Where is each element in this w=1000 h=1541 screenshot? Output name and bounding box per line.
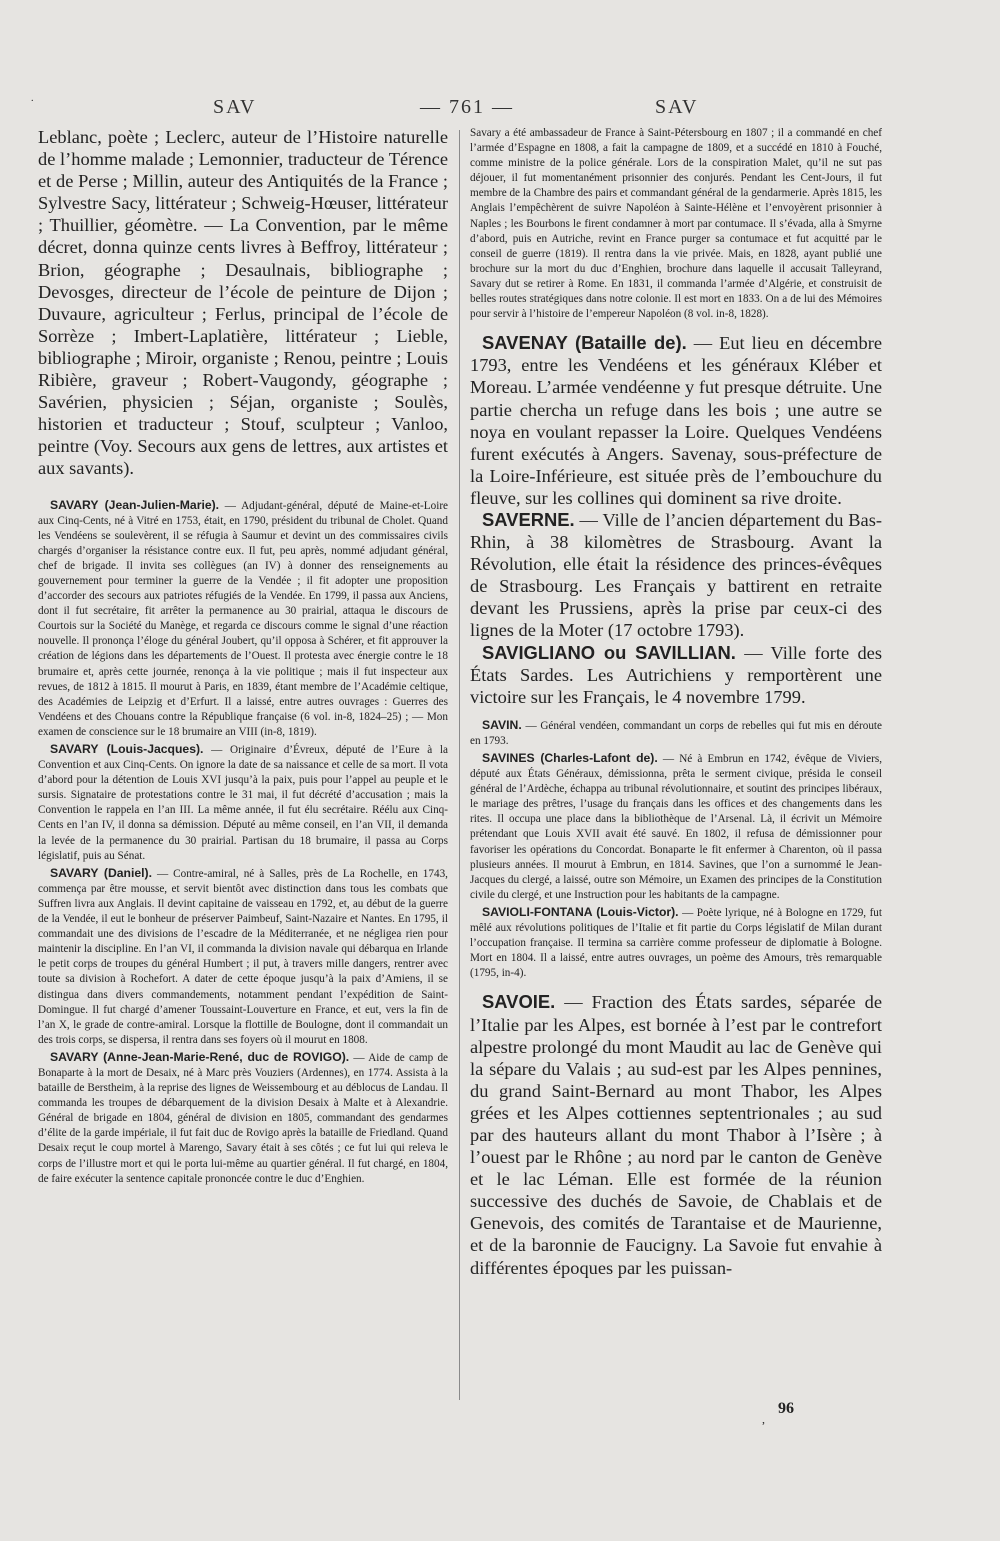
entry-head: SAVERNE. xyxy=(482,508,575,530)
intro-paragraph: Leblanc, poète ; Leclerc, auteur de l’Histoire naturelle de l’homme malade ; Lemonnier, traducteur de Térence et de Perse ; Millin, auteur des Antiquités de la France ; Sylvestre Sacy, littérateur ; Schweig-Hœuser, littérateur ; Thuillier, géomètre. — La Convention, par le même décret, donna quinze cents livres à Beffroy, littérateur ; Brion, géographe ; Desaulnais, bibliographe ; Devosges, directeur de l’école de peinture de Dijon ; Duvaure, agriculteur ; Ferlus, principal de l’école de Sorrèze ; Imbert-Laplatière, littérateur ; Lieble, bibliographe ; Miroir, organiste ; Renou, peintre ; Louis Ribière, graveur ; Robert-Vaugondy, géographe ; Savérien, physicien ; Séjan, organiste ; Soulès, historien et traducteur ; Stouf, sculpteur ; Vanloo, peintre (Voy. Secours aux gens de lettres, aux artistes et aux savants). xyxy=(38,127,448,479)
entry-head: SAVARY (Jean-Julien-Marie). xyxy=(50,497,220,512)
entry-head: SAVENAY (Bataille de). xyxy=(482,332,687,354)
entry-head: SAVIGLIANO ou SAVILLIAN. xyxy=(482,641,736,663)
entry-saverne xyxy=(470,509,882,642)
header-right: SAV xyxy=(655,96,699,118)
entry-savary-daniel xyxy=(38,866,448,1048)
entry-head: SAVOIE. xyxy=(482,991,556,1013)
entry-text: — Aide de camp de Bonaparte à la mort de Desaix, né à Marc près Vouziers (Ardennes), en 1774. Assista à la bataille de Berstheim, à la reprise des lignes de Weissembourg et au déblocus de Landau. Il commanda les troupes de débarquement de la division Desaix à Malte et à Alexandrie. Général de brigade en 1804, général de division en 1805, commandant des gendarmes d’élite de la garde impériale, il fut fait duc de Rovigo après la bataille de Friedland. Quand Desaix reçut le coup mortel à Marengo, Savary était à ses côtés ; ce fut lui qui releva le corps de l’illustre mort et qui le porta lui-même au quartier général. Il fut chargé, en 1804, de faire exécuter la sentence capitale prononcée contre le duc d’Enghien. xyxy=(38,1051,449,1185)
entry-text: — Contre-amiral, né à Salles, près de La Rochelle, en 1743, commença par être mousse, et servit bientôt avec distinction dans tous les combats que Suffren livra aux Anglais. Il devint capitaine de vaisseau en 1792, et, au début de la guerre de la Vendée, il eut le bonheur de préserver Paimbeuf, Saint-Nazaire et Nantes. En 1795, il commandait une des divisions de l’escadre de la Méditerranée, et ne négligea rien pour maintenir la discipline. En l’an VI, il commanda la division navale qui débarqua en Irlande le petit corps de troupes du général Humbert ; il put, à travers mille dangers, rentrer avec toute sa division à Rochefort. A dater de cette époque jusqu’à la paix d’Amiens, il se distingua dans divers commandements, notamment pendant l’expédition de Saint-Domingue. Il fut chargé d’amener Toussaint-Louverture en France, et eut, vers la fin de l’an X, le grade de contre-amiral. Lorsque la flottille de Boulogne, dont il commandait un des trois corps, se dispersa, il rentra dans ses foyers où il mourut en 1808. xyxy=(38,867,448,1046)
entry-text: — Eut lieu en décembre 1793, entre les Vendéens et les généraux Kléber et Moreau. L’armée vendéenne y fut presque détruite. Une partie chercha un refuge dans les bois ; une autre se noya en voulant repasser la Loire. Quelques Vendéens furent exécutés à Angers. Savenay, sous-préfecture de la Loire-Inférieure, est située près de l’embouchure du fleuve, sur les collines qui dominent sa rive droite. xyxy=(470,333,882,508)
entry-savines xyxy=(470,751,882,903)
entry-savioli-fontana xyxy=(470,905,882,981)
entry-head: SAVIN. xyxy=(482,717,522,732)
left-column xyxy=(38,126,448,1189)
entry-text: — Adjudant-général, député de Maine-et-Loire aux Cinq-Cents, né à Vitré en 1753, était, en 1790, président du tribunal de Cholet. Quand les Vendéens se soulevèrent, il se réfugia à Saumur et devint un des commissaires civils chargés d’organiser la résistance contre eux. Il fut, peu après, nommé adjudant général, chef de brigade. Il invita ses collègues (an IV) à donner des renseignements au gouvernement pour terminer la guerre de la Vendée ; il fit adopter une proposition d’accorder des secours aux patriotes réfugiés de la Vendée. En 1799, il passa aux Anciens, dont il fut secrétaire, fit arrêter la permanence au 30 prairial, attaqua le discours de Courtois sur la Société du Manège, et regarda ce discours comme le signal d’une réaction nouvelle. Il prononça l’éloge du général Joubert, qu’il opposa à Schérer, et fit approuver la création de légions dans les départements de l’Ouest. Il protesta avec énergie contre le 18 brumaire et, après cette journée, renonça à la vie politique ; mais il fut inspecteur aux revues, de 1812 à 1815. Il mourut à Paris, en 1839, étant membre de l’Académie celtique, des Académies de Leipzig et d’Erfurt. Il a laissé, entre autres ouvrages : Guerres des Vendéens et des Chouans contre la République française (6 vol. in-8, 1824–25) ; — Mon examen de conscience sur le 18 brumaire an VIII (in-8, 1819). xyxy=(38,499,449,738)
entry-savoie xyxy=(470,991,882,1278)
running-header xyxy=(0,96,1000,126)
entry-text: — Né à Embrun en 1742, évêque de Viviers, député aux États Généraux, démissionna, prêta le serment civique, présida le conseil général de l’Ardèche, échappa au tribunal révolutionnaire, et soutint des principes libéraux, le mariage des prêtres, l’usage du français dans les offices et des changements dans les rites. Il occupa une place dans la bibliothèque de l’Arsenal. Là, il écrivit un Mémoire prétendant que Louis XVII avait été sauvé. En 1802, il refusa de démissionner pour favoriser les opérations du Concordat. Bonaparte le fit enfermer à Charenton, où il passa plusieurs années. Il mourut à Embrun, en 1814. Savines, que l’on a surnommé le Jean-Jacques du clergé, a laissé, outre son Mémoire, un Examen des principes de la Constitution civile du clergé, et une Instruction pour les habitants de la campagne. xyxy=(470,753,882,901)
entry-savin xyxy=(470,718,882,749)
entry-text: — Originaire d’Évreux, député de l’Eure à la Convention et aux Cinq-Cents. On ignore la date de sa naissance et celle de sa mort. Il vota d’abord pour la détention de Louis XVI jusqu’à la paix, puis pour l’appel au peuple et le sursis. Signataire de protestations contre le 31 mai, il fut décrété d’accusation ; mais la Convention le rappela en l’an III. La même année, il fut élu secrétaire. Réélu aux Cinq-Cents en l’an IV, il donna sa démission. Député au même conseil, en l’an VII, il demanda la levée de la permanence du 30 prairial. Partisan du 18 brumaire, il passa au Corps législatif, puis au Sénat. xyxy=(38,744,448,862)
header-left: SAV xyxy=(213,96,257,118)
entry-savenay xyxy=(470,332,882,509)
right-column xyxy=(470,126,882,1289)
page-number: — 761 — xyxy=(420,96,514,118)
continuation-paragraph: Savary a été ambassadeur de France à Saint-Pétersbourg en 1807 ; il a commandé en chef l’armée d’Espagne en 1808, a fait la campagne de 1809, et a succédé en 1810 à Fouché, comme ministre de la police générale. Lors de la conspiration Malet, qu’il ne sut pas déjouer, il fut momentanément prisonnier des conjurés. Pendant les Cent-Jours, il fut membre de la Chambre des pairs et commandant général de la gendarmerie. Après 1815, les Anglais l’empêchèrent de suivre Napoléon à Sainte-Hélène et l’envoyèrent prisonnier à Naples ; les Bourbons le firent condamner à mort par contumace. Il s’évada, alla à Smyrne d’abord, puis en Autriche, revint en France purger sa contumace et fut acquitté par le conseil de guerre (1819). Il rentra dans la vie privée. Mais, en 1828, ayant publié une brochure sur la mort du duc d’Enghien, brochure dans laquelle il accusait Talleyrand, Savary dut se retirer à Rome. En 1831, il commanda l’armée d’Algérie, et construisit de belles routes stratégiques dans notre colonie. Il est mort en 1833. On a de lui des Mémoires pour servir à l’histoire de l’empereur Napoléon (8 vol. in-8, 1828). xyxy=(470,127,882,321)
entry-text: — Ville forte des États Sardes. Les Autrichiens y remportèrent une victoire sur les Français, le 4 novembre 1799. xyxy=(470,642,882,707)
entry-savigliano xyxy=(470,642,882,708)
entry-head: SAVARY (Louis-Jacques). xyxy=(50,742,204,756)
entry-head: SAVINES (Charles-Lafont de). xyxy=(482,751,658,765)
entry-text: — Fraction des États sardes, séparée de l’Italie par les Alpes, est bornée à l’est par le contrefort alpestre prolongé du mont Maudit au lac de Genève qui la sépare du Valais ; au sud-est par les Alpes pennines, du grand Saint-Bernard au mont Thabor, les Alpes grées et les Alpes cottiennes septentrionales ; au sud par des hauteurs allant du mont Thabor à l’Isère ; à l’ouest par le Rhône ; au nord par le canton de Genève et le lac Léman. Elle est formée de la réunion successive des duchés de Savoie, de Chablais et de Genevois, des comités de Tarantaise et de Maurienne, et de la baronnie de Faucigny. La Savoie fut envahie à différentes époques par les puissan- xyxy=(470,992,882,1278)
entry-text: — Ville de l’ancien département du Bas-Rhin, à 38 kilomètres de Strasbourg. Avant la Révolution, elle était la résidence des princes-évêques de Strasbourg. Les Français y battirent en retraite devant les Prussiens, après la prise par ceux-ci des lignes de la Moter (17 octobre 1793). xyxy=(470,509,882,641)
entry-head: SAVARY (Anne-Jean-Marie-René, duc de ROVIGO). xyxy=(50,1049,350,1064)
entry-savary-louis-jacques xyxy=(38,742,448,864)
speck: . xyxy=(31,93,34,104)
entry-savary-jean-julien-marie xyxy=(38,498,448,741)
printer-mark: , xyxy=(762,1412,765,1426)
entry-head: SAVARY (Daniel). xyxy=(50,865,152,880)
entry-text: — Général vendéen, commandant un corps de rebelles qui fut mis en déroute en 1793. xyxy=(470,719,883,747)
entry-head: SAVIOLI-FONTANA (Louis-Victor). xyxy=(482,904,679,919)
entry-text: — Poète lyrique, né à Bologne en 1729, fut mêlé aux révolutions politiques de l’Italie et fit partie du Corps législatif de Milan durant l’occupation française. Il termina sa carrière comme professeur de diplomatie à Bologne. Mort en 1804. Il a laissé, entre autres ouvrages, un poème des Amours, très remarquable (1795, in-4). xyxy=(470,906,883,980)
signature-number: 96 xyxy=(778,1400,794,1417)
entry-savary-rovigo xyxy=(38,1050,448,1187)
column-divider xyxy=(459,130,460,1400)
